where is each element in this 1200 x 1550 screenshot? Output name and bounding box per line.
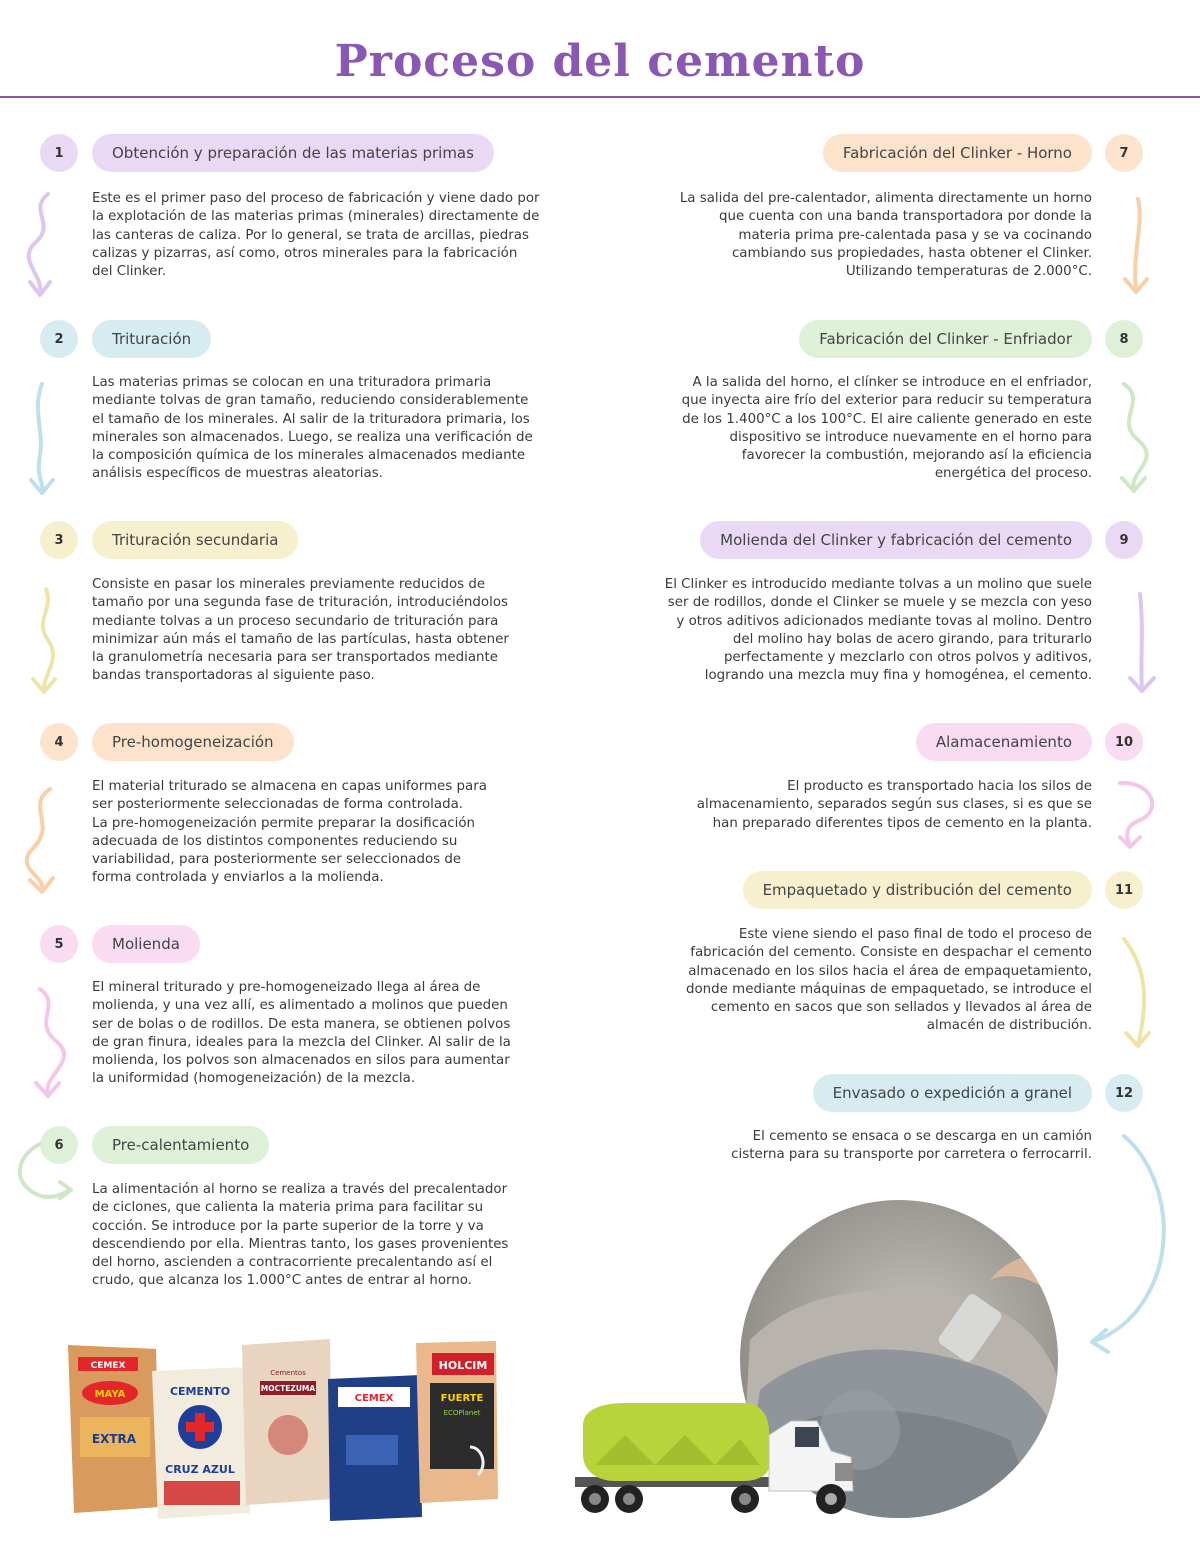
step-5-title: Molienda [92, 925, 200, 963]
step-5-description: El mineral triturado y pre-homogeneizado llega al área de molienda, y una vez allí, es alimentado a molinos que pueden ser de bolas o de rodillos. De esta manera, se obtienen polvos de gran finura, ideales para la mezcla del Clinker. Al salir de la molienda, los polvos son almacenados en silos para aumentar la uniformidad (homogeneización) de la mezcla. [92, 980, 511, 1087]
svg-text:FUERTE: FUERTE [440, 1393, 484, 1404]
step-8-title: Fabricación del Clinker - Enfriador [799, 320, 1092, 358]
step-2-number: 2 [40, 320, 78, 358]
step-6-number: 6 [40, 1126, 78, 1164]
svg-text:EXTRA: EXTRA [91, 1432, 137, 1446]
step-12-description: El cemento se ensaca o se descarga en un camión cisterna para su transporte por carretera o ferrocarril. [731, 1129, 1092, 1163]
step-12-title: Envasado o expedición a granel [813, 1074, 1092, 1112]
step-1-description: Este es el primer paso del proceso de fabricación y viene dado por la explotación de las materias primas (minerales) directamente de las canteras de caliza. Por lo general, se trata de arcillas, piedras calizas y pizarras, así como, otros minerales para la fabricación del Clinker. [92, 191, 540, 280]
step-11-description: Este viene siendo el paso final de todo el proceso de fabricación del cemento. Consiste en despachar el cemento almacenado en los silos hacia el área de empaquetamiento, donde mediante máquinas de empaquetado, se introduce el cemento en sacos que son sellados y llevados al área de almacén de distribución. [685, 927, 1092, 1034]
wavy-arrow-icon [26, 985, 71, 1105]
step-3-number: 3 [40, 521, 78, 559]
cement-bag [152, 1367, 250, 1519]
curved-arrow-icon [12, 1140, 82, 1210]
step-3-title: Trituración secundaria [92, 521, 298, 559]
step-8-description: A la salida del horno, el clínker se introduce en el enfriador, que inyecta aire frío del exterior para reducir su temperatura de los 1.400°C a los 100°C. El aire caliente generado en este dispositivo se introduce nuevamente en el horno para favorecer la combustión, mejorando así la eficiencia energética del proceso. [681, 375, 1092, 482]
cement-bag [68, 1345, 160, 1513]
svg-text:ECOPlanet: ECOPlanet [443, 1409, 481, 1417]
step-6-description: La alimentación al horno se realiza a través del precalentador de ciclones, que calienta la materia prima para facilitar su cocción. Se introduce por la parte superior de la torre y va descendiendo por ella. Mientras tanto, los gases provenientes del horno, ascienden a contracorriente precalentando así el crudo, que alcanza los 1.000°C antes de entrar al horno. [92, 1182, 509, 1289]
step-11-title: Empaquetado y distribución del cemento [743, 871, 1092, 909]
wavy-arrow-icon [20, 785, 65, 900]
svg-text:Cementos: Cementos [270, 1369, 306, 1377]
page-title: Proceso del cemento [334, 36, 866, 87]
wavy-arrow-icon [22, 190, 62, 300]
cement-truck-illustration [555, 1395, 865, 1525]
cement-bag [416, 1341, 498, 1503]
step-11-number: 11 [1105, 871, 1143, 909]
title-underline [0, 96, 1200, 98]
step-10-description: El producto es transportado hacia los silos de almacenamiento, separados según sus clases, si es que se han preparado diferentes tipos de cemento en la planta. [696, 779, 1092, 831]
step-7-title: Fabricación del Clinker - Horno [823, 134, 1092, 172]
svg-text:CEMEX: CEMEX [90, 1361, 126, 1371]
step-12-number: 12 [1105, 1074, 1143, 1112]
svg-text:MOCTEZUMA: MOCTEZUMA [260, 1384, 316, 1393]
step-9-number: 9 [1105, 521, 1143, 559]
step-8-number: 8 [1105, 320, 1143, 358]
step-1-title: Obtención y preparación de las materias primas [92, 134, 494, 172]
svg-text:MAYA: MAYA [94, 1389, 126, 1400]
step-4-title: Pre-homogeneización [92, 723, 294, 761]
wavy-arrow-icon [1120, 590, 1165, 700]
step-7-description: La salida del pre-calentador, alimenta directamente un horno que cuenta con una banda transportadora por donde la materia prima pre-calentada pasa y se va cocinando cambiando sus propiedades, hasta obtener el Clinker. Utilizando temperaturas de 2.000°C. [679, 191, 1092, 280]
step-10-number: 10 [1105, 723, 1143, 761]
wavy-arrow-icon [1118, 195, 1158, 300]
step-6-title: Pre-calentamiento [92, 1126, 269, 1164]
step-4-number: 4 [40, 723, 78, 761]
step-5-number: 5 [40, 925, 78, 963]
step-4-description: El material triturado se almacena en capas uniformes para ser posteriormente seleccionadas de forma controlada. La pre-homogeneización permite preparar la dosificación adecuada de los distintos componentes reduciendo su variabilidad, para posteriormente ser seleccionados de forma controlada y enviarlos a la molienda. [92, 779, 487, 886]
step-2-title: Trituración [92, 320, 211, 358]
step-2-description: Las materias primas se colocan en una trituradora primaria mediante tolvas de gran tamaño, reduciendo considerablemente el tamaño de los minerales. Al salir de la trituradora primaria, los minerales son almacenados. Luego, se realiza una verificación de la composición química de los minerales almacenados mediante análisis específicos de muestras aleatorias. [92, 375, 533, 482]
wavy-arrow-icon [1110, 380, 1155, 500]
wavy-arrow-icon [24, 585, 64, 700]
curved-arrow-icon [1108, 775, 1168, 855]
svg-text:CEMENTO: CEMENTO [169, 1385, 231, 1398]
cement-bag [242, 1339, 332, 1505]
cement-bag [328, 1375, 422, 1521]
svg-text:HOLCIM: HOLCIM [438, 1359, 488, 1372]
step-9-description: El Clinker es introducido mediante tolvas a un molino que suele ser de rodillos, donde el Clinker se muele y se mezcla con yeso y otros aditivos adicionados mediante tovas al molino. Dentro del molino hay bolas de acero girando, para triturarlo perfectamente y mezclarlo con otros polvos y aditivos, logrando una mezcla muy fina y homogénea, el cemento. [664, 577, 1092, 684]
svg-text:CRUZ AZUL: CRUZ AZUL [165, 1463, 235, 1476]
curved-arrow-icon [1080, 1130, 1180, 1360]
svg-text:CEMEX: CEMEX [354, 1393, 394, 1404]
step-9-title: Molienda del Clinker y fabricación del cemento [700, 521, 1092, 559]
step-1-number: 1 [40, 134, 78, 172]
wavy-arrow-icon [22, 380, 62, 500]
step-3-description: Consiste en pasar los minerales previamente reducidos de tamaño por una segunda fase de trituración, introduciéndolos mediante tolvas a un proceso secundario de trituración para minimizar aún más el tamaño de las partículas, hasta obtener la granulometría necesaria para ser transportados mediante bandas transportadoras al siguiente paso. [92, 577, 509, 684]
step-7-number: 7 [1105, 134, 1143, 172]
cement-bags-illustration [60, 1335, 510, 1525]
step-10-title: Alamacenamiento [916, 723, 1092, 761]
wavy-arrow-icon [1114, 935, 1159, 1055]
